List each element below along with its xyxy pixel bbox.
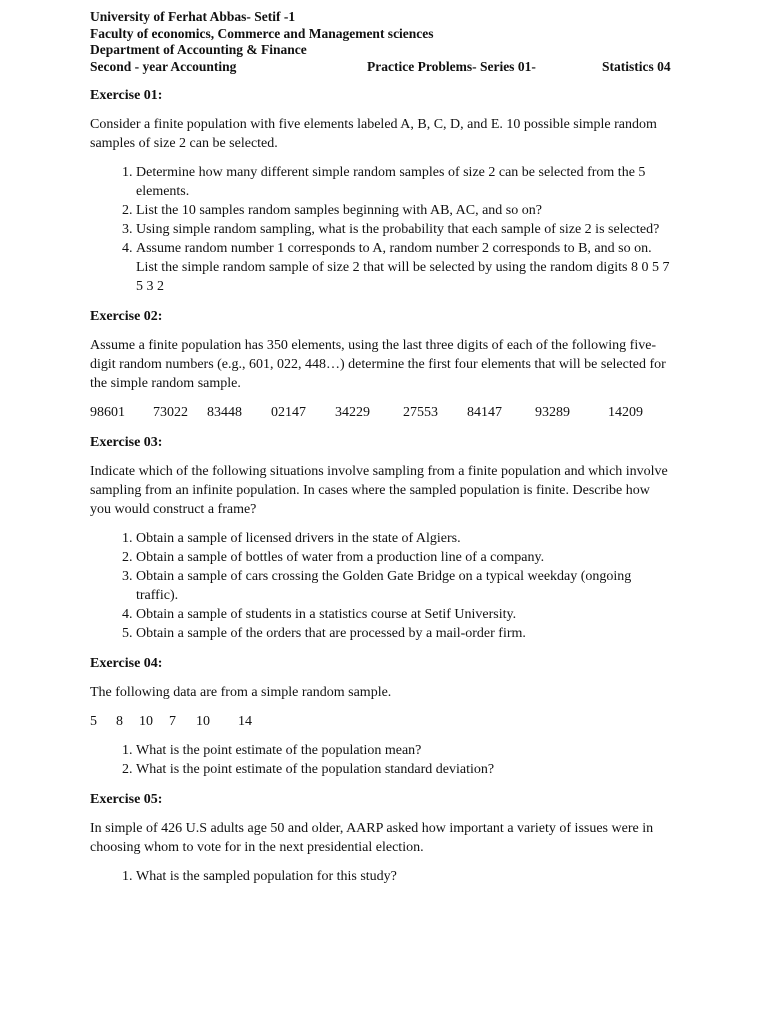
list-item: 2. Obtain a sample of bottles of water from a production line of a company. xyxy=(136,548,672,567)
sample-data-row xyxy=(90,712,672,731)
exercise-04-questions xyxy=(90,741,672,779)
sample-value: 8 xyxy=(116,714,123,730)
sample-value: 5 xyxy=(90,714,97,730)
exercise-02-intro: Assume a finite population has 350 elements, using the last three digits of each of the following five-digit random numbers (e.g., 601, 022, 448…) determine the first four elements that will be selected for the simple random sample. xyxy=(90,338,666,392)
exercise-05-questions xyxy=(90,867,672,886)
random-number: 02147 xyxy=(271,405,306,421)
list-item: 2. List the 10 samples random samples beginning with AB, AC, and so on? xyxy=(136,201,672,220)
random-number: 98601 xyxy=(90,405,125,421)
random-number: 14209 xyxy=(608,405,643,421)
random-number: 84147 xyxy=(467,405,502,421)
university-name: University of Ferhat Abbas- Setif -1 xyxy=(90,9,296,24)
course-name: Statistics 04 xyxy=(602,58,671,74)
sample-value: 10 xyxy=(139,714,153,730)
exercise-02-title: Exercise 02: xyxy=(90,309,163,325)
exercise-01-intro: Consider a finite population with five elements labeled A, B, C, D, and E. 10 possible simple random samples of size 2 can be selected. xyxy=(90,117,657,152)
list-item: 3. Using simple random sampling, what is the probability that each sample of size 2 is selected? xyxy=(136,220,672,239)
list-item: 3. Obtain a sample of cars crossing the Golden Gate Bridge on a typical weekday (ongoing traffic). xyxy=(136,567,672,605)
random-number: 34229 xyxy=(335,405,370,421)
course-year: Second - year Accounting xyxy=(90,58,237,74)
list-item: 4. Obtain a sample of students in a statistics course at Setif University. xyxy=(136,605,672,624)
list-item: 1. Obtain a sample of licensed drivers in the state of Algiers. xyxy=(136,529,672,548)
random-number: 27553 xyxy=(403,405,438,421)
exercise-01-title: Exercise 01: xyxy=(90,88,163,104)
exercise-03-questions xyxy=(90,529,672,643)
exercise-03-title: Exercise 03: xyxy=(90,435,163,451)
random-numbers-row xyxy=(90,403,672,422)
series-title: Practice Problems- Series 01- xyxy=(367,58,536,74)
list-item: 1. What is the point estimate of the population mean? xyxy=(136,741,672,760)
exercise-05-title: Exercise 05: xyxy=(90,792,163,808)
exercise-01-questions xyxy=(90,163,672,296)
list-item: 5. Obtain a sample of the orders that are processed by a mail-order firm. xyxy=(136,624,672,643)
exercise-04-intro: The following data are from a simple random sample. xyxy=(90,685,392,701)
document-header xyxy=(90,9,672,75)
list-item: 4. Assume random number 1 corresponds to A, random number 2 corresponds to B, and so on. List the simple random sample of size 2 that will be selected by using the random digits 8 0 5 7 5 3 2 xyxy=(136,239,672,296)
sample-value: 10 xyxy=(196,714,210,730)
list-item: 2. What is the point estimate of the population standard deviation? xyxy=(136,760,672,779)
department-name: Department of Accounting & Finance xyxy=(90,42,307,58)
random-number: 73022 xyxy=(153,405,188,421)
random-number: 83448 xyxy=(207,405,242,421)
sample-value: 7 xyxy=(169,714,176,730)
random-number: 93289 xyxy=(535,405,570,421)
exercise-04-title: Exercise 04: xyxy=(90,656,163,672)
list-item: 1. What is the sampled population for this study? xyxy=(136,867,672,886)
faculty-name: Faculty of economics, Commerce and Management sciences xyxy=(90,25,434,41)
exercise-03-intro: Indicate which of the following situations involve sampling from a finite population and which involve sampling from an infinite population. In cases where the sampled population is finite. Describe how you would construct a frame? xyxy=(90,464,668,518)
list-item: 1. Determine how many different simple random samples of size 2 can be selected from the 5 elements. xyxy=(136,163,672,201)
sample-value: 14 xyxy=(238,714,252,730)
course-line xyxy=(90,59,672,76)
exercise-05-intro: In simple of 426 U.S adults age 50 and older, AARP asked how important a variety of issues were in choosing whom to vote for in the next presidential election. xyxy=(90,821,654,856)
